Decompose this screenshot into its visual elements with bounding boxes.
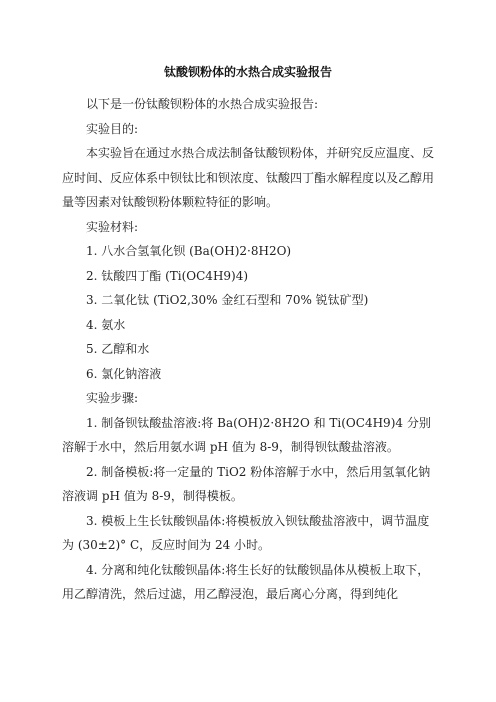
document-body bbox=[62, 92, 438, 607]
objective-paragraph: 本实验旨在通过水热合成法制备钛酸钡粉体，并研究反应温度、反应时间、反应体系中钡钛比和钡浓度、钛酸四丁酯水解程度以及乙醇用量等因素对钛酸钡粉体颗粒特征的影响。 bbox=[62, 146, 435, 209]
step-item: 1. 制备钡钛酸盐溶液:将 Ba(OH)2·8H2O 和 Ti(OC4H9)4 分别溶解于水中，然后用氨水调 pH 值为 8-9，制得钡钛酸盐溶液。 bbox=[62, 415, 431, 454]
materials-heading: 实验材料: bbox=[86, 219, 139, 234]
material-item: 4. 氨水 bbox=[86, 317, 126, 332]
material-item: 2. 钛酸四丁酯 (Ti(OC4H9)4) bbox=[86, 268, 249, 283]
step-item: 2. 制备模板:将一定量的 TiO2 粉体溶解于水中，然后用氢氧化钠溶液调 pH 值为 8-9，制得模板。 bbox=[62, 464, 431, 503]
objective-heading: 实验目的: bbox=[86, 121, 139, 136]
step-item: 4. 分离和纯化钛酸钡晶体:将生长好的钛酸钡晶体从模板上取下，用乙醇清洗，然后过滤，用乙醇浸泡，最后离心分离，得到纯化 bbox=[62, 562, 430, 601]
material-item: 1. 八水合氢氧化钡 (Ba(OH)2·8H2O) bbox=[86, 244, 292, 258]
intro-paragraph: 以下是一份钛酸钡粉体的水热合成实验报告: bbox=[86, 97, 319, 111]
material-item: 6. 氯化钠溶液 bbox=[86, 366, 162, 381]
material-item: 5. 乙醇和水 bbox=[86, 342, 150, 356]
document-title: 钛酸钡粉体的水热合成实验报告 bbox=[163, 65, 332, 79]
step-item: 3. 模板上生长钛酸钡晶体:将模板放入钡钛酸盐溶液中，调节温度为 (30±2)° C，反应时间为 24 小时。 bbox=[62, 513, 430, 552]
steps-heading: 实验步骤: bbox=[86, 391, 139, 405]
material-item: 3. 二氧化钛 (TiO2,30% 金红石型和 70% 锐钛矿型) bbox=[86, 293, 369, 307]
